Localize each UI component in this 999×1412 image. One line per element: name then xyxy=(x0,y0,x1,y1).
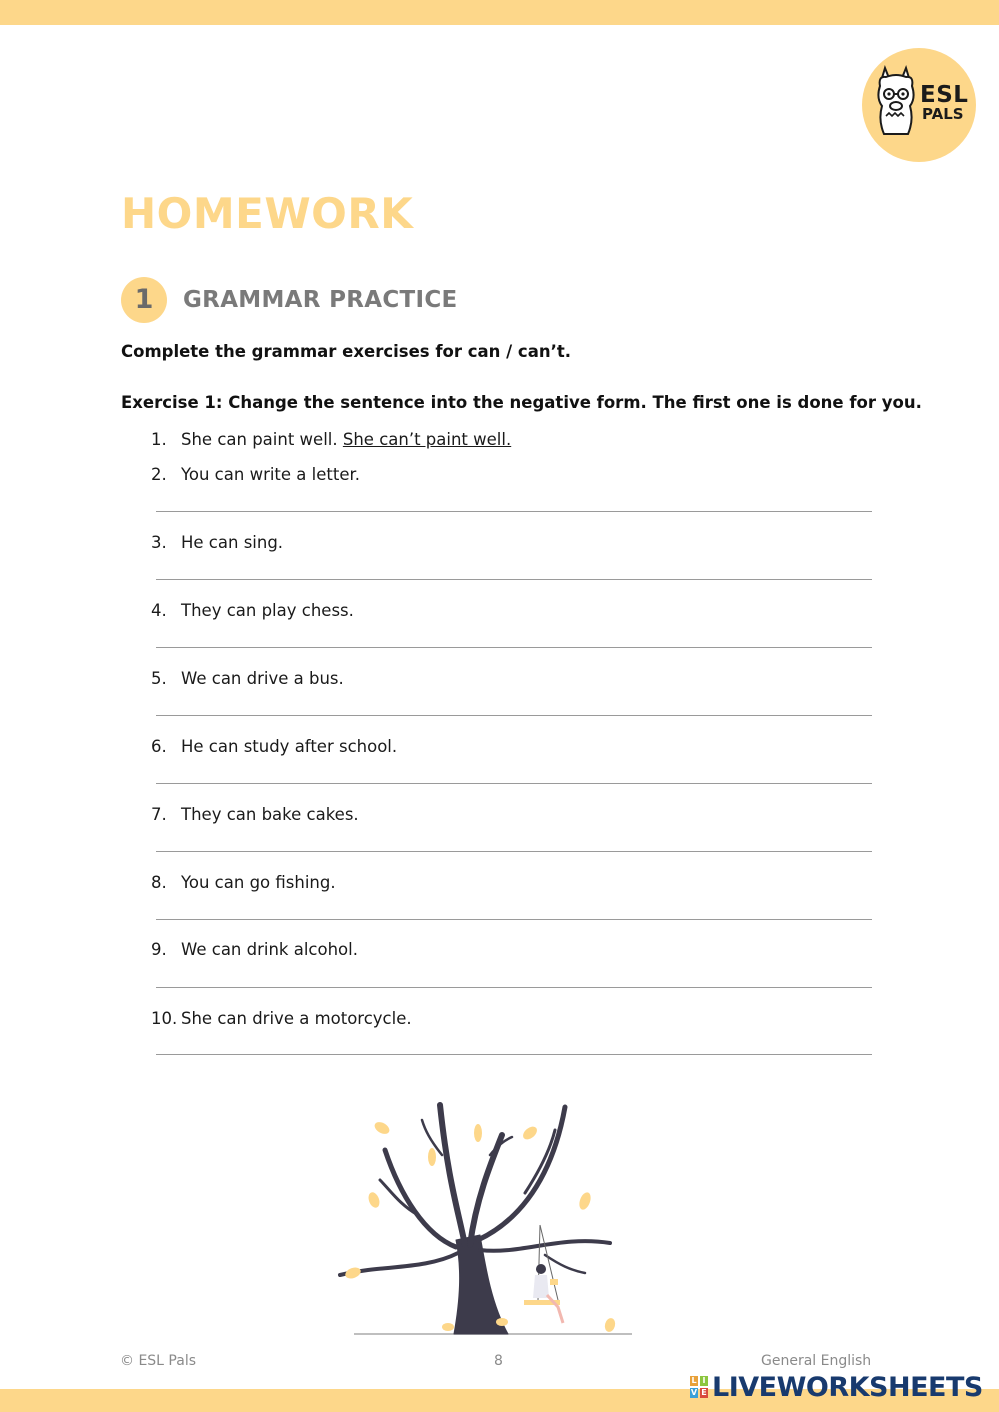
item-number: 6. xyxy=(151,737,167,756)
item-number: 1. xyxy=(151,430,167,449)
answer-line-3[interactable] xyxy=(156,579,872,580)
exercise-item-6 xyxy=(151,737,397,756)
top-accent-band xyxy=(0,0,999,25)
exercise-item-10 xyxy=(151,1009,412,1028)
item-sentence: They can bake cakes. xyxy=(181,805,359,824)
exercise-item-9 xyxy=(151,940,358,959)
answer-line-8[interactable] xyxy=(156,919,872,920)
item-number: 8. xyxy=(151,873,167,892)
exercise-item-4 xyxy=(151,601,354,620)
exercise-item-5 xyxy=(151,669,344,688)
logo-text-esl: ESL xyxy=(920,82,969,108)
answer-line-6[interactable] xyxy=(156,783,872,784)
logo-text-pals: PALS xyxy=(922,105,964,123)
esl-pals-logo xyxy=(862,48,976,162)
exercise-heading: Exercise 1: Change the sentence into the negative form. The first one is done for you. xyxy=(121,393,922,412)
section-number-badge: 1 xyxy=(121,277,167,323)
item-sentence: They can play chess. xyxy=(181,601,354,620)
item-number: 7. xyxy=(151,805,167,824)
answer-line-10[interactable] xyxy=(156,1054,872,1055)
exercise-item-2 xyxy=(151,465,360,484)
item-sentence: We can drink alcohol. xyxy=(181,940,358,959)
answer-line-5[interactable] xyxy=(156,715,872,716)
item-number: 10. xyxy=(151,1009,178,1028)
liveworksheets-icon: L I V E xyxy=(690,1376,707,1397)
llama-icon xyxy=(872,64,920,144)
item-sentence: She can drive a motorcycle. xyxy=(181,1009,412,1028)
item-sentence: We can drive a bus. xyxy=(181,669,344,688)
liveworksheets-text: LIVEWORKSHEETS xyxy=(712,1371,983,1403)
tree-swing-illustration xyxy=(330,1095,640,1340)
item-sentence: You can write a letter. xyxy=(181,465,360,484)
answer-line-7[interactable] xyxy=(156,851,872,852)
answer-line-4[interactable] xyxy=(156,647,872,648)
answer-line-2[interactable] xyxy=(156,511,872,512)
exercise-item-3 xyxy=(151,533,283,552)
item-number: 5. xyxy=(151,669,167,688)
liveworksheets-brand xyxy=(690,1371,983,1403)
section-title: GRAMMAR PRACTICE xyxy=(183,287,458,313)
item-sentence: He can study after school. xyxy=(181,737,398,756)
item-sentence: He can sing. xyxy=(181,533,284,552)
exercise-item-7 xyxy=(151,805,359,824)
item-number: 9. xyxy=(151,940,167,959)
item-number: 4. xyxy=(151,601,167,620)
exercise-item-8 xyxy=(151,873,336,892)
item-answer: She can’t paint well. xyxy=(342,430,512,449)
footer-course: General English xyxy=(761,1353,872,1369)
item-number: 3. xyxy=(151,533,167,552)
item-sentence: She can paint well. xyxy=(181,430,338,449)
item-sentence: You can go fishing. xyxy=(181,873,336,892)
instructions: Complete the grammar exercises for can / can’t. xyxy=(121,342,572,361)
item-number: 2. xyxy=(151,465,167,484)
exercise-item-1 xyxy=(151,430,511,449)
footer-copyright: © ESL Pals xyxy=(120,1353,197,1369)
page-title: HOMEWORK xyxy=(121,189,414,238)
answer-line-9[interactable] xyxy=(156,987,872,988)
footer-page-number: 8 xyxy=(494,1353,503,1369)
swing-girl xyxy=(524,1225,563,1323)
